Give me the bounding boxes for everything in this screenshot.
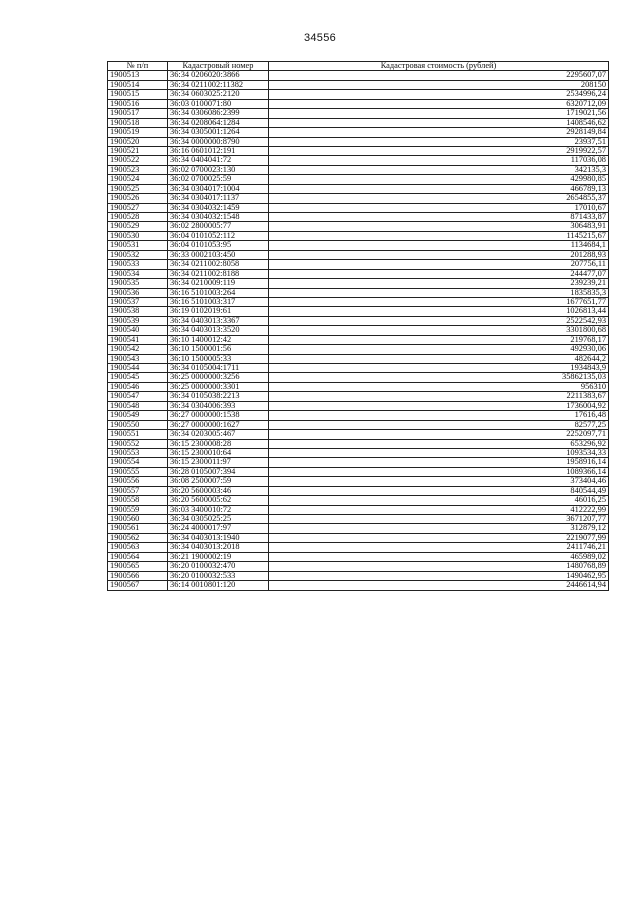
cadastral-cost: 35862135,03	[269, 373, 609, 382]
table-row	[108, 241, 609, 250]
row-number: 1900535	[108, 279, 168, 288]
cadastral-cost: 2522542,93	[269, 316, 609, 325]
row-number: 1900543	[108, 354, 168, 363]
cadastral-cost: 840544,49	[269, 486, 609, 495]
cadastral-number: 36:10 1400012:42	[168, 335, 269, 344]
cadastral-cost-table	[107, 61, 609, 591]
cadastral-number: 36:02 2800005:77	[168, 222, 269, 231]
table-row	[108, 109, 609, 118]
table-row	[108, 80, 609, 89]
row-number: 1900536	[108, 288, 168, 297]
row-number: 1900531	[108, 241, 168, 250]
row-number: 1900558	[108, 496, 168, 505]
cadastral-cost: 871433,87	[269, 213, 609, 222]
table-row	[108, 137, 609, 146]
row-number: 1900540	[108, 326, 168, 335]
table-row	[108, 571, 609, 580]
row-number: 1900544	[108, 364, 168, 373]
cadastral-cost: 82577,25	[269, 420, 609, 429]
table-row	[108, 231, 609, 240]
cadastral-cost: 208150	[269, 80, 609, 89]
cadastral-number: 36:34 0105038:2213	[168, 392, 269, 401]
cadastral-cost: 2211383,67	[269, 392, 609, 401]
table-row	[108, 90, 609, 99]
cadastral-number: 36:20 5600003:46	[168, 486, 269, 495]
table-row	[108, 562, 609, 571]
cadastral-cost: 17010,67	[269, 203, 609, 212]
row-number: 1900533	[108, 260, 168, 269]
cadastral-cost: 653296,92	[269, 439, 609, 448]
cadastral-cost: 1145215,67	[269, 231, 609, 240]
cadastral-cost: 1490462,95	[269, 571, 609, 580]
table-row	[108, 524, 609, 533]
cadastral-cost: 244477,07	[269, 269, 609, 278]
cadastral-cost: 2928149,84	[269, 128, 609, 137]
cadastral-cost: 46016,25	[269, 496, 609, 505]
cadastral-number: 36:15 2300010:64	[168, 448, 269, 457]
row-number: 1900561	[108, 524, 168, 533]
cadastral-cost: 17616,48	[269, 411, 609, 420]
row-number: 1900557	[108, 486, 168, 495]
row-number: 1900563	[108, 543, 168, 552]
cadastral-number: 36:34 0404041:72	[168, 156, 269, 165]
row-number: 1900526	[108, 194, 168, 203]
table-row	[108, 467, 609, 476]
cadastral-number: 36:34 0304032:1548	[168, 213, 269, 222]
cadastral-cost: 2219077,99	[269, 533, 609, 542]
table-row	[108, 71, 609, 80]
row-number: 1900554	[108, 458, 168, 467]
table-row	[108, 165, 609, 174]
table-row	[108, 420, 609, 429]
cadastral-cost: 201288,93	[269, 250, 609, 259]
cadastral-cost: 492930,06	[269, 345, 609, 354]
table-row	[108, 543, 609, 552]
table-row	[108, 194, 609, 203]
cadastral-number: 36:34 0211002:11382	[168, 80, 269, 89]
table-row	[108, 354, 609, 363]
header-cadastral-cost: Кадастровая стоимость (рублей)	[269, 62, 609, 71]
row-number: 1900534	[108, 269, 168, 278]
table-row	[108, 335, 609, 344]
table-row	[108, 458, 609, 467]
row-number: 1900550	[108, 420, 168, 429]
table-row	[108, 505, 609, 514]
cadastral-cost: 2295607,07	[269, 71, 609, 80]
cadastral-number: 36:34 0206020:3866	[168, 71, 269, 80]
cadastral-number: 36:16 5101003:317	[168, 297, 269, 306]
table-row	[108, 288, 609, 297]
row-number: 1900555	[108, 467, 168, 476]
cadastral-cost: 429980,85	[269, 175, 609, 184]
cadastral-cost: 465989,02	[269, 552, 609, 561]
cadastral-number: 36:02 0700025:59	[168, 175, 269, 184]
cadastral-number: 36:34 0105004:1711	[168, 364, 269, 373]
header-cadastral-number: Кадастровый номер	[168, 62, 269, 71]
table-row	[108, 269, 609, 278]
row-number: 1900524	[108, 175, 168, 184]
cadastral-cost: 342135,3	[269, 165, 609, 174]
cadastral-number: 36:08 2500007:59	[168, 477, 269, 486]
cadastral-number: 36:24 4000017:97	[168, 524, 269, 533]
row-number: 1900542	[108, 345, 168, 354]
cadastral-number: 36:03 0100071:80	[168, 99, 269, 108]
table-row	[108, 99, 609, 108]
table-row	[108, 401, 609, 410]
cadastral-number: 36:20 0100032:470	[168, 562, 269, 571]
table-row	[108, 533, 609, 542]
table-row	[108, 213, 609, 222]
cadastral-cost: 117036,08	[269, 156, 609, 165]
page-number: 34556	[303, 32, 337, 44]
cadastral-cost: 1677651,77	[269, 297, 609, 306]
cadastral-cost: 2252097,71	[269, 430, 609, 439]
cadastral-cost: 1408546,62	[269, 118, 609, 127]
cadastral-cost: 956310	[269, 382, 609, 391]
cadastral-number: 36:25 0000000:3256	[168, 373, 269, 382]
table-row	[108, 496, 609, 505]
cadastral-cost: 306483,91	[269, 222, 609, 231]
cadastral-cost: 1480768,89	[269, 562, 609, 571]
cadastral-cost: 412222,99	[269, 505, 609, 514]
table-row	[108, 128, 609, 137]
row-number: 1900530	[108, 231, 168, 240]
row-number: 1900515	[108, 90, 168, 99]
cadastral-number: 36:04 0101052:112	[168, 231, 269, 240]
row-number: 1900545	[108, 373, 168, 382]
cadastral-cost: 239239,21	[269, 279, 609, 288]
cadastral-cost: 2446614,94	[269, 581, 609, 590]
cadastral-number: 36:27 0000000:1627	[168, 420, 269, 429]
row-number: 1900518	[108, 118, 168, 127]
cadastral-cost: 3671207,77	[269, 515, 609, 524]
cadastral-number: 36:14 0010801:120	[168, 581, 269, 590]
cadastral-number: 36:34 0403013:3520	[168, 326, 269, 335]
row-number: 1900549	[108, 411, 168, 420]
table-body	[108, 71, 609, 590]
row-number: 1900551	[108, 430, 168, 439]
row-number: 1900562	[108, 533, 168, 542]
cadastral-number: 36:34 0403013:2018	[168, 543, 269, 552]
table-header-row	[108, 62, 609, 71]
table-row	[108, 326, 609, 335]
cadastral-cost: 6320712,09	[269, 99, 609, 108]
row-number: 1900556	[108, 477, 168, 486]
cadastral-number: 36:21 1900002:19	[168, 552, 269, 561]
cadastral-number: 36:34 0304006:393	[168, 401, 269, 410]
table-row	[108, 448, 609, 457]
table-row	[108, 222, 609, 231]
table-row	[108, 307, 609, 316]
cadastral-cost: 2411746,21	[269, 543, 609, 552]
table-row	[108, 515, 609, 524]
table-row	[108, 552, 609, 561]
cadastral-cost: 1134684,1	[269, 241, 609, 250]
row-number: 1900532	[108, 250, 168, 259]
cadastral-cost: 312879,12	[269, 524, 609, 533]
cadastral-number: 36:34 0305025:25	[168, 515, 269, 524]
row-number: 1900513	[108, 71, 168, 80]
row-number: 1900520	[108, 137, 168, 146]
cadastral-number: 36:16 5101003:264	[168, 288, 269, 297]
table-row	[108, 486, 609, 495]
row-number: 1900564	[108, 552, 168, 561]
cadastral-cost: 1958916,14	[269, 458, 609, 467]
cadastral-cost: 2654855,37	[269, 194, 609, 203]
cadastral-number: 36:02 0700023:130	[168, 165, 269, 174]
cadastral-number: 36:03 3400010:72	[168, 505, 269, 514]
table-row	[108, 382, 609, 391]
row-number: 1900514	[108, 80, 168, 89]
cadastral-number: 36:27 0000000:1538	[168, 411, 269, 420]
row-number: 1900552	[108, 439, 168, 448]
cadastral-number: 36:15 2300011:97	[168, 458, 269, 467]
row-number: 1900547	[108, 392, 168, 401]
cadastral-number: 36:10 1500001:56	[168, 345, 269, 354]
row-number: 1900529	[108, 222, 168, 231]
table-row	[108, 477, 609, 486]
cadastral-number: 36:34 0305001:1264	[168, 128, 269, 137]
cadastral-cost: 2534996,24	[269, 90, 609, 99]
cadastral-cost: 1093534,33	[269, 448, 609, 457]
table-row	[108, 316, 609, 325]
cadastral-number: 36:33 0002103:450	[168, 250, 269, 259]
cadastral-number: 36:10 1500005:33	[168, 354, 269, 363]
cadastral-number: 36:20 0100032:533	[168, 571, 269, 580]
cadastral-number: 36:34 0000000:8790	[168, 137, 269, 146]
cadastral-cost: 207756,11	[269, 260, 609, 269]
table-row	[108, 373, 609, 382]
table-row	[108, 364, 609, 373]
row-number: 1900553	[108, 448, 168, 457]
cadastral-cost: 23937,51	[269, 137, 609, 146]
table-row	[108, 430, 609, 439]
row-number: 1900523	[108, 165, 168, 174]
table-row	[108, 175, 609, 184]
table-row	[108, 297, 609, 306]
cadastral-number: 36:04 0101053:95	[168, 241, 269, 250]
cadastral-cost: 1736004,92	[269, 401, 609, 410]
row-number: 1900522	[108, 156, 168, 165]
cadastral-number: 36:34 0211002:8058	[168, 260, 269, 269]
cadastral-cost: 1719021,56	[269, 109, 609, 118]
cadastral-number: 36:34 0211002:8188	[168, 269, 269, 278]
cadastral-cost: 482644,2	[269, 354, 609, 363]
row-number: 1900519	[108, 128, 168, 137]
row-number: 1900528	[108, 213, 168, 222]
row-number: 1900517	[108, 109, 168, 118]
table-row	[108, 184, 609, 193]
cadastral-number: 36:34 0403013:1940	[168, 533, 269, 542]
cadastral-number: 36:34 0208064:1284	[168, 118, 269, 127]
cadastral-cost: 3301800,68	[269, 326, 609, 335]
cadastral-cost: 2919922,57	[269, 146, 609, 155]
cadastral-cost: 1026813,44	[269, 307, 609, 316]
table-row	[108, 439, 609, 448]
row-number: 1900538	[108, 307, 168, 316]
cadastral-number: 36:34 0203005:467	[168, 430, 269, 439]
table-row	[108, 581, 609, 590]
cadastral-number: 36:34 0306086:2399	[168, 109, 269, 118]
table-row	[108, 250, 609, 259]
cadastral-number: 36:16 0601012:191	[168, 146, 269, 155]
row-number: 1900548	[108, 401, 168, 410]
table-row	[108, 203, 609, 212]
cadastral-cost: 466789,13	[269, 184, 609, 193]
cadastral-cost: 373404,46	[269, 477, 609, 486]
cadastral-number: 36:34 0210009:119	[168, 279, 269, 288]
table-row	[108, 411, 609, 420]
row-number: 1900527	[108, 203, 168, 212]
row-number: 1900559	[108, 505, 168, 514]
row-number: 1900566	[108, 571, 168, 580]
row-number: 1900541	[108, 335, 168, 344]
table-row	[108, 146, 609, 155]
table-row	[108, 392, 609, 401]
table-row	[108, 118, 609, 127]
cadastral-number: 36:34 0603025:2120	[168, 90, 269, 99]
cadastral-number: 36:34 0304017:1137	[168, 194, 269, 203]
row-number: 1900546	[108, 382, 168, 391]
cadastral-number: 36:20 5600005:62	[168, 496, 269, 505]
table-row	[108, 345, 609, 354]
row-number: 1900537	[108, 297, 168, 306]
cadastral-number: 36:15 2300008:28	[168, 439, 269, 448]
header-number: № п/п	[108, 62, 168, 71]
row-number: 1900567	[108, 581, 168, 590]
row-number: 1900525	[108, 184, 168, 193]
cadastral-number: 36:25 0000000:3301	[168, 382, 269, 391]
table-row	[108, 156, 609, 165]
cadastral-number: 36:28 0105007:394	[168, 467, 269, 476]
cadastral-cost: 219768,17	[269, 335, 609, 344]
row-number: 1900539	[108, 316, 168, 325]
row-number: 1900565	[108, 562, 168, 571]
cadastral-number: 36:34 0304032:1459	[168, 203, 269, 212]
cadastral-cost: 1089366,14	[269, 467, 609, 476]
table-row	[108, 260, 609, 269]
cadastral-number: 36:19 0102019:61	[168, 307, 269, 316]
row-number: 1900560	[108, 515, 168, 524]
table-row	[108, 279, 609, 288]
row-number: 1900521	[108, 146, 168, 155]
cadastral-number: 36:34 0403013:3367	[168, 316, 269, 325]
cadastral-cost: 1835835,3	[269, 288, 609, 297]
cadastral-number: 36:34 0304017:1004	[168, 184, 269, 193]
cadastral-cost: 1934843,9	[269, 364, 609, 373]
row-number: 1900516	[108, 99, 168, 108]
